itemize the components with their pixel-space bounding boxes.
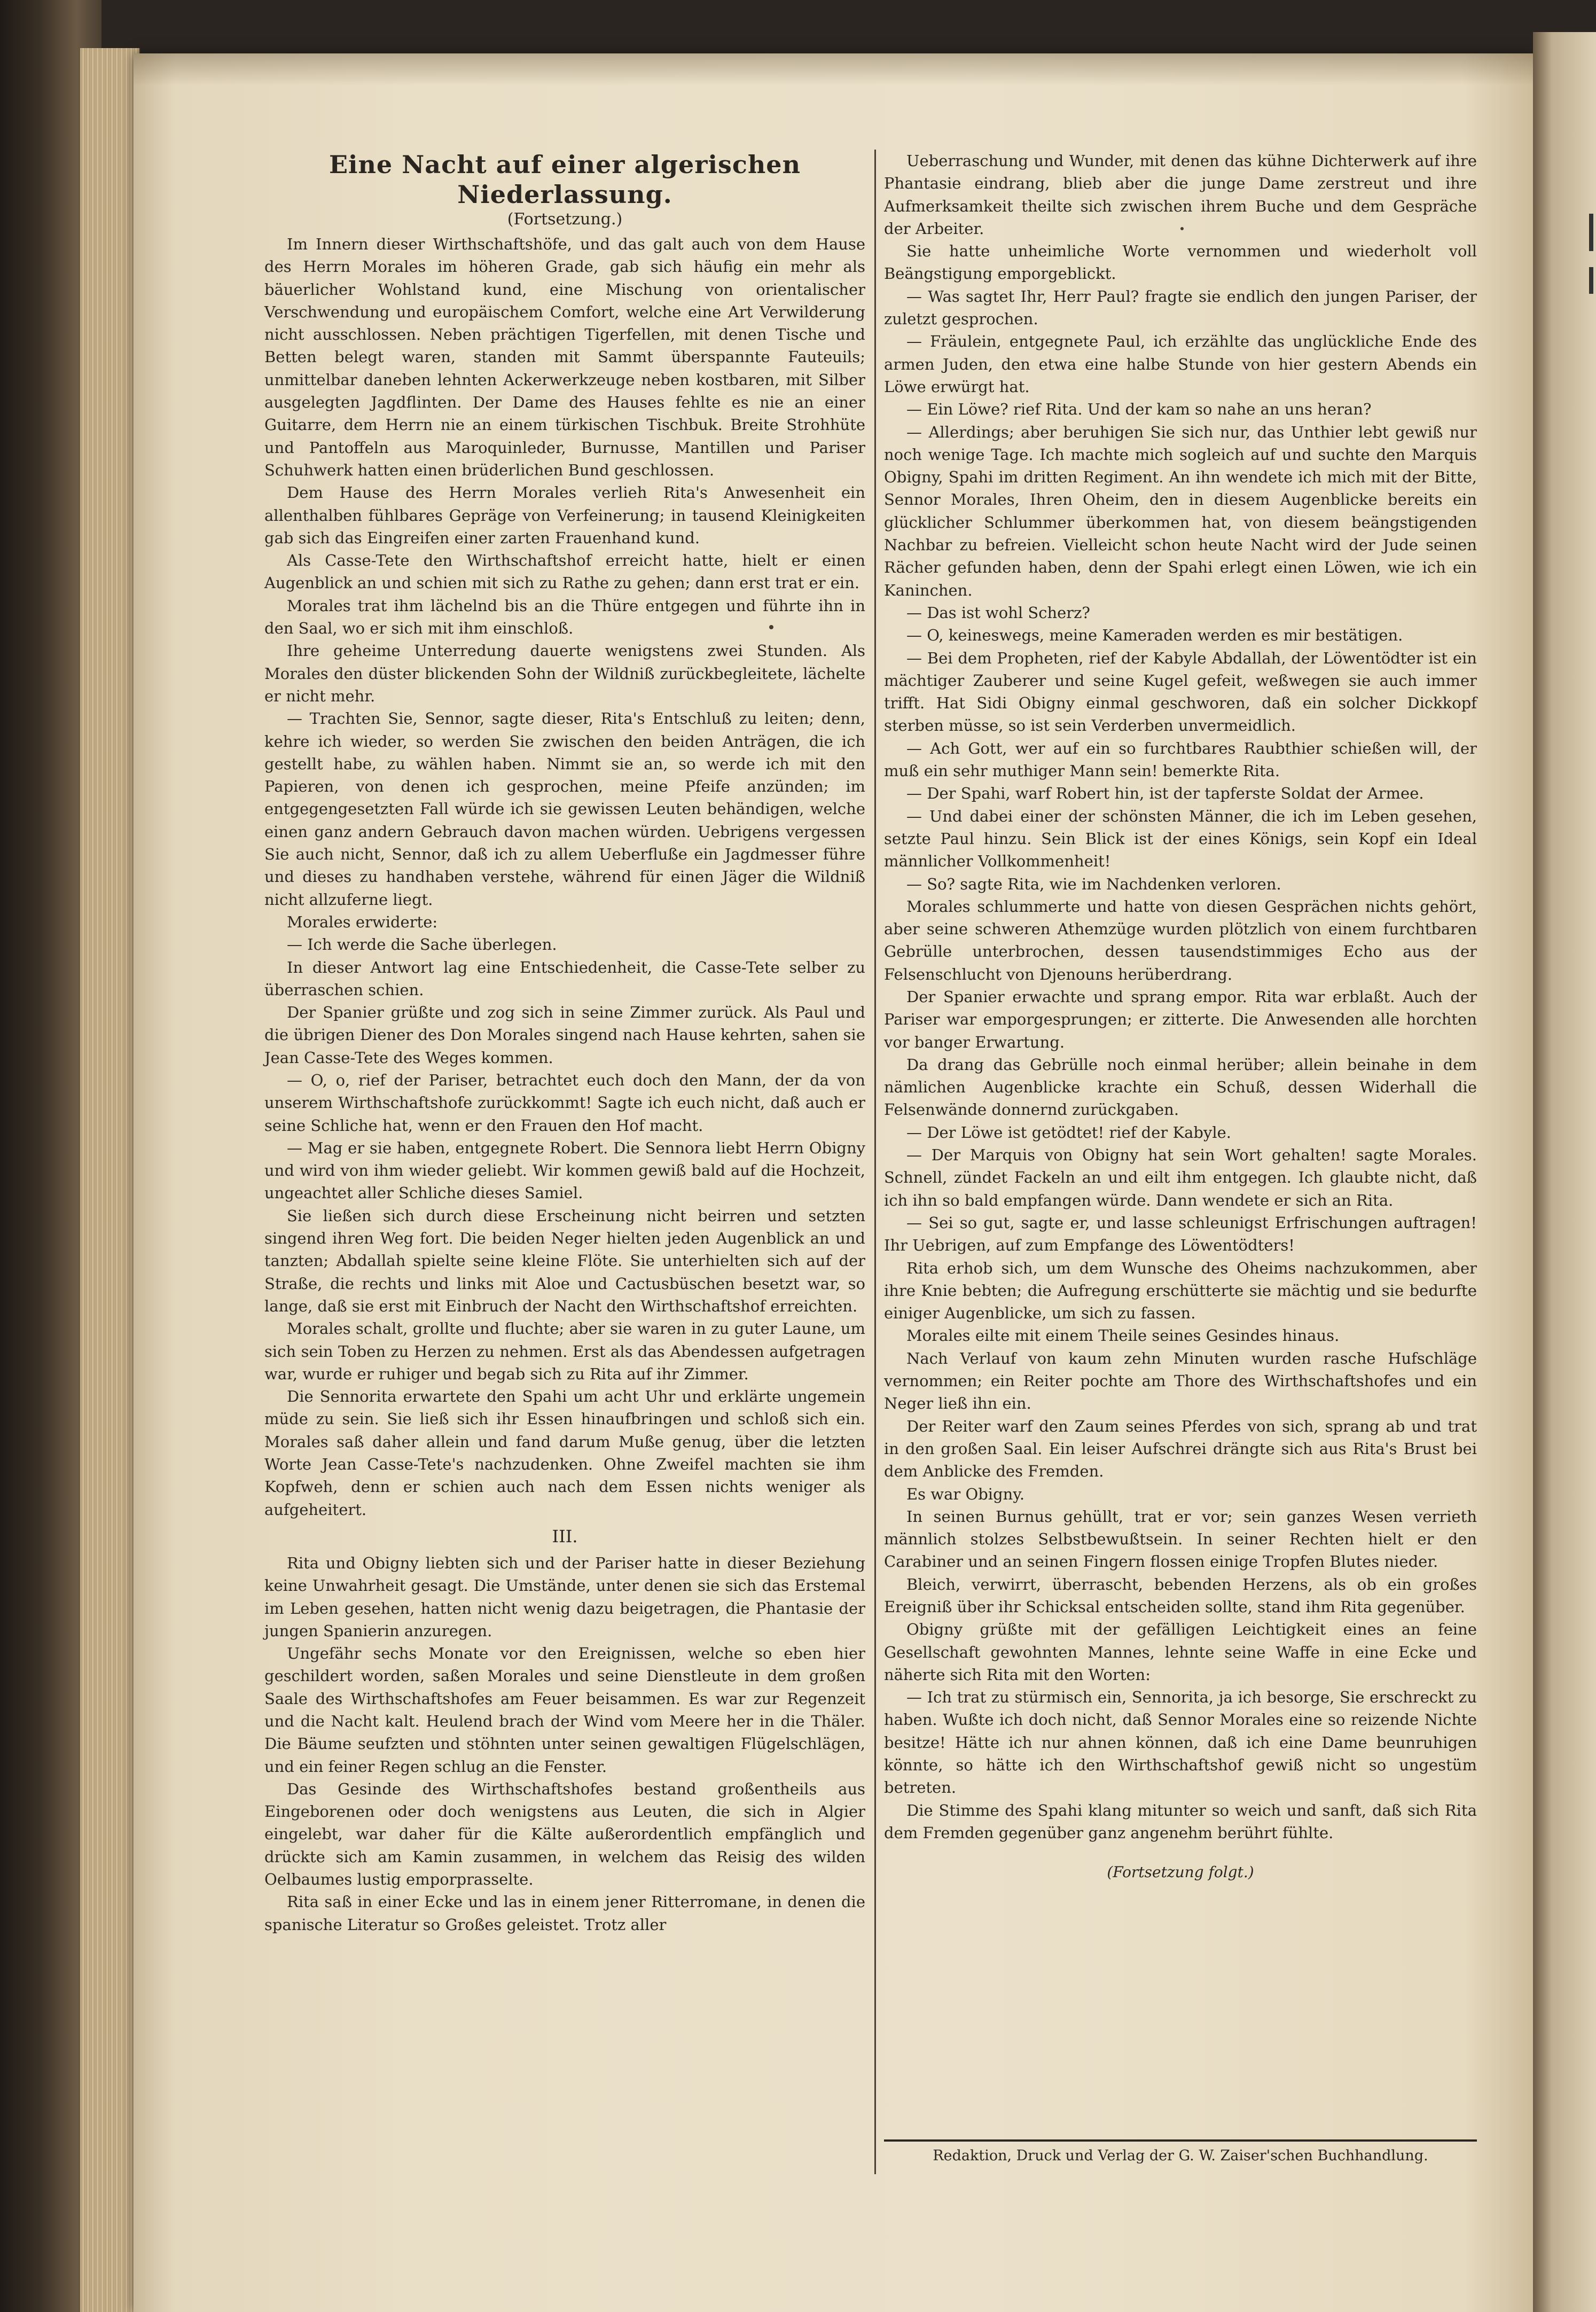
paragraph: In seinen Burnus gehüllt, trat er vor; sein ganzes Wesen verrieth männlich stolzes Selbstbewußtsein. In seiner Rechten hielt er den Carabiner und an seinen Fingern flossen einige Tropfen Blutes nieder. — [884, 1507, 1477, 1571]
page-shadow — [134, 53, 1533, 85]
paragraph: Rita saß in einer Ecke und las in einem jener Ritterromane, in denen die spanische Literatur so Großes geleistet. Trotz aller — [264, 1893, 865, 1934]
paragraph: Der Spanier grüßte und zog sich in seine Zimmer zurück. Als Paul und die übrigen Diener des Don Morales singend nach Hause kehrten, sahen sie Jean Casse-Tete des Weges kommen. — [264, 1003, 865, 1067]
paragraph: Ueberraschung und Wunder, mit denen das kühne Dichterwerk auf ihre Phantasie eindrang, blieb aber die junge Dame zerstreut und ihre Aufmerksamkeit theilte sich zwischen ihrem Buche und dem Gespräche der Arbeiter. — [884, 152, 1477, 238]
ink-speck — [769, 625, 773, 629]
ink-speck — [1180, 227, 1184, 230]
paragraph: — Und dabei einer der schönsten Männer, die ich im Leben gesehen, setzte Paul hinzu. Sein Blick ist der eines Königs, sein Kopf ein Ideal männlicher Vollkommenheit! — [884, 807, 1477, 871]
imprint-rule — [884, 2139, 1477, 2142]
adjacent-page-glyph — [1589, 267, 1593, 294]
left-column — [264, 150, 865, 1936]
paragraph: Da drang das Gebrülle noch einmal herüber; allein beinahe in dem nämlichen Augenblicke krachte ein Schuß, dessen Widerhall die Felsenwände donnernd zurückgaben. — [884, 1055, 1477, 1119]
adjacent-page-glyph — [1589, 214, 1593, 251]
right-column — [884, 150, 1477, 1881]
paragraph: Morales trat ihm lächelnd bis an die Thüre entgegen und führte ihn in den Saal, wo er sich mit ihm einschloß. — [264, 596, 865, 638]
right-column-text — [884, 150, 1477, 1844]
paragraph: — Ich trat zu stürmisch ein, Sennorita, ja ich besorge, Sie erschreckt zu haben. Wußte ich doch nicht, daß Sennor Morales eine so reizende Nichte besitze! Hätte ich nur ahnen können, daß ich eine Dame beunruhigen könnte, so hätte ich den Wirthschaftshof gewiß nicht so ungestüm betreten. — [884, 1688, 1477, 1797]
paragraph: — Ich werde die Sache überlegen. — [287, 935, 557, 954]
left-column-text — [264, 233, 865, 1521]
paragraph: — Ach Gott, wer auf ein so furchtbares Raubthier schießen will, der muß ein sehr muthiger Mann sein! bemerkte Rita. — [884, 739, 1477, 780]
left-column-text-section-3 — [264, 1552, 865, 1936]
paragraph: Das Gesinde des Wirthschaftshofes bestand großentheils aus Eingeborenen oder doch wenigstens aus Leuten, die sich in Algier eingelebt, war daher für die Kälte außerordentlich empfänglich und drückte sich am Kamin zusammen, in welchem das Reisig des wilden Oelbaumes lustig emporprasselte. — [264, 1779, 865, 1889]
paragraph: Sie hatte unheimliche Worte vernommen und wiederholt voll Beängstigung emporgeblickt. — [884, 242, 1477, 283]
paragraph: Dem Hause des Herrn Morales verlieh Rita's Anwesenheit ein allenthalben fühlbares Gepräge von Verfeinerung; in tausend Kleinigkeiten gab sich das Eingreifen einer zarten Frauenhand kund. — [264, 483, 865, 547]
adjacent-page-edge — [1533, 32, 1596, 2312]
page-stack-edges — [80, 48, 140, 2312]
paragraph: — Bei dem Propheten, rief der Kabyle Abdallah, der Löwentödter ist ein mächtiger Zauberer und seine Kugel gefeit, weßwegen sie auch immer trifft. Hat Sidi Obigny einmal geschworen, daß ein solcher Dickkopf sterben müsse, so ist sein Verderben unvermeidlich. — [884, 649, 1477, 735]
article-title: Eine Nacht auf einer algerischen Niederlassung. — [328, 150, 801, 209]
paragraph: Ihre geheime Unterredung dauerte wenigstens zwei Stunden. Als Morales den düster blickenden Sohn der Wildniß zurückbegleitete, lächelte er nicht mehr. — [264, 642, 865, 705]
paragraph: Es war Obigny. — [906, 1485, 1025, 1503]
continuation-footer: (Fortsetzung folgt.) — [1107, 1863, 1254, 1881]
paragraph: Bleich, verwirrt, überrascht, bebenden Herzens, als ob ein großes Ereigniß über ihr Schicksal entscheiden sollte, stand ihm Rita gegenüber. — [884, 1575, 1477, 1616]
paragraph: In dieser Antwort lag eine Entschiedenheit, die Casse-Tete selber zu überraschen schien. — [264, 958, 865, 999]
paragraph: Der Reiter warf den Zaum seines Pferdes von sich, sprang ab und trat in den großen Saal. Ein leiser Aufschrei drängte sich aus Rita's Brust bei dem Anblicke des Fremden. — [884, 1417, 1477, 1481]
paragraph: Der Spanier erwachte und sprang empor. Rita war erblaßt. Auch der Pariser war emporgesprungen; er zitterte. Die Anwesenden alle horchten vor banger Erwartung. — [884, 987, 1477, 1051]
paragraph: Morales schalt, grollte und fluchte; aber sie waren in zu guter Laune, um sich sein Toben zu Herzen zu nehmen. Erst als das Abendessen aufgetragen war, wurde er ruhiger und begab sich zu Rita auf ihr Zimmer. — [264, 1319, 865, 1383]
paragraph: — O, keineswegs, meine Kameraden werden es mir bestätigen. — [906, 626, 1403, 645]
imprint-line: Redaktion, Druck und Verlag der G. W. Zaiser'schen Buchhandlung. — [933, 2147, 1428, 2164]
paragraph: Als Casse-Tete den Wirthschaftshof erreicht hatte, hielt er einen Augenblick an und schien mit sich zu Rathe zu gehen; dann erst trat er ein. — [264, 551, 865, 592]
paragraph: Morales eilte mit einem Theile seines Gesindes hinaus. — [906, 1326, 1340, 1345]
paragraph: Sie ließen sich durch diese Erscheinung nicht beirren und setzten singend ihren Weg fort. Die beiden Neger hielten jeden Augenblick an und tanzten; Abdallah spielte seine kleine Flöte. Sie unterhielten sich auf der Straße, die rechts und links mit Aloe und Cactusbüschen besetzt war, so lange, daß sie erst mit Einbruch der Nacht den Wirthschaftshof erreichten. — [264, 1206, 865, 1315]
paragraph: Obigny grüßte mit der gefälligen Leichtigkeit eines an feine Gesellschaft gewohnten Mannes, lehnte seine Waffe in eine Ecke und näherte sich Rita mit den Worten: — [884, 1620, 1477, 1684]
paragraph: Morales erwiderte: — [287, 912, 438, 931]
paragraph: Die Stimme des Spahi klang mitunter so weich und sanft, daß sich Rita dem Fremden gegenüber ganz angenehm berührt fühlte. — [884, 1801, 1477, 1842]
paragraph: — So? sagte Rita, wie im Nachdenken verloren. — [906, 874, 1281, 893]
paragraph: — Der Marquis von Obigny hat sein Wort gehalten! sagte Morales. Schnell, zündet Fackeln an und eilt ihm entgegen. Ich glaubte nicht, daß ich ihn so bald empfangen würde. Dann wendete er sich an Rita. — [884, 1146, 1477, 1209]
paragraph: Ungefähr sechs Monate vor den Ereignissen, welche so eben hier geschildert worden, saßen Morales und seine Dienstleute in dem großen Saale des Wirthschaftshofes am Feuer beisammen. Es war zur Regenzeit und die Nacht kalt. Heulend brach der Wind vom Meere her in die Thäler. Die Bäume seufzten und stöhnten unter seinen gewaltigen Flügelschlägen, und ein feiner Regen schlug an die Fenster. — [264, 1644, 865, 1776]
continuation-note: (Fortsetzung.) — [507, 210, 623, 229]
paragraph: Morales schlummerte und hatte von diesen Gesprächen nichts gehört, aber seine schweren Athemzüge wurden plötzlich von einem furchtbaren Gebrülle unterbrochen, dessen tausendstimmiges Echo aus der Felsenschlucht von Djenouns herüberdrang. — [884, 897, 1477, 983]
paragraph: — O, o, rief der Pariser, betrachtet euch doch den Mann, der da von unserem Wirthschaftshofe zurückkommt! Sagte ich euch nicht, daß auch er seine Schliche hat, wenn er den Frauen den Hof macht. — [264, 1071, 865, 1135]
paragraph: — Das ist wohl Scherz? — [906, 603, 1090, 622]
section-numeral: III. — [552, 1526, 578, 1546]
column-divider — [874, 150, 876, 2174]
paragraph: — Der Löwe ist getödtet! rief der Kabyle. — [906, 1123, 1232, 1142]
paragraph: Rita und Obigny liebten sich und der Pariser hatte in dieser Beziehung keine Unwahrheit gesagt. Die Umstände, unter denen sie sich das Erstemal im Leben gesehen, hatten nicht wenig dazu beigetragen, die Phantasie der jungen Spanierin anzuregen. — [264, 1553, 865, 1640]
paragraph: — Sei so gut, sagte er, und lasse schleunigst Erfrischungen auftragen! Ihr Uebrigen, auf zum Empfange des Löwentödters! — [884, 1213, 1477, 1255]
paragraph: — Ein Löwe? rief Rita. Und der kam so nahe an uns heran? — [906, 400, 1372, 419]
paragraph: — Allerdings; aber beruhigen Sie sich nur, das Unthier lebt gewiß nur noch wenige Tage. Ich machte mich sogleich auf und suchte den Marquis Obigny, Spahi im dritten Regiment. An ihn wendete ich mich mit der Bitte, Sennor Morales, Ihren Oheim, den in diesem Augenblicke bereits ein glücklicher Schlummer überkommen hat, von diesem beängstigenden Nachbar zu befreien. Vielleicht schon heute Nacht wird der Jude seinen Rächer gefunden haben, denn der Spahi erlegt einen Löwen, wie ich ein Kaninchen. — [884, 423, 1477, 599]
paragraph: — Mag er sie haben, entgegnete Robert. Die Sennora liebt Herrn Obigny und wird von ihm wieder geliebt. Wir kommen gewiß bald auf die Hochzeit, ungeachtet aller Schliche dieses Samiel. — [264, 1138, 865, 1202]
paragraph: — Fräulein, entgegnete Paul, ich erzählte das unglückliche Ende des armen Juden, den etwa eine halbe Stunde von hier gestern Abends ein Löwe erwürgt hat. — [884, 332, 1477, 396]
paragraph: Im Innern dieser Wirthschaftshöfe, und das galt auch von dem Hause des Herrn Morales im höheren Grade, gab sich häufig ein mehr als bäuerlicher Wohlstand kund, eine Mischung von orientalischer Verschwendung und europäischem Comfort, welche eine Art Verwilderung nicht ausschlossen. Neben prächtigen Tigerfellen, mit denen Tische und Betten belegt waren, standen mit Sammt überspannte Fauteuils; unmittelbar daneben lehnten Ackerwerkzeuge neben kostbaren, mit Silber ausgelegten Jagdflinten. Der Dame des Hauses fehlte es nie an einer Guitarre, dem Herrn nie an einem türkischen Tischbuk. Breite Strohhüte und Pantoffeln aus Maroquinleder, Burnusse, Mantillen und Pariser Schuhwerk hatten einen brüderlichen Bund geschlossen. — [264, 235, 865, 479]
paragraph: Nach Verlauf von kaum zehn Minuten wurden rasche Hufschläge vernommen; ein Reiter pochte am Thore des Wirthschaftshofes und ein Neger ließ ihn ein. — [884, 1349, 1477, 1413]
paragraph: Rita erhob sich, um dem Wunsche des Oheims nachzukommen, aber ihre Knie bebten; die Aufregung erschütterte sie mächtig und sie bedurfte einiger Augenblicke, um sich zu fassen. — [884, 1259, 1477, 1323]
paragraph: — Was sagtet Ihr, Herr Paul? fragte sie endlich den jungen Pariser, der zuletzt gesprochen. — [884, 287, 1477, 329]
paragraph: — Der Spahi, warf Robert hin, ist der tapferste Soldat der Armee. — [906, 784, 1424, 803]
paragraph: Die Sennorita erwartete den Spahi um acht Uhr und erklärte ungemein müde zu sein. Sie ließ sich ihr Essen hinaufbringen und schloß sich ein. Morales saß daher allein und fand darum Muße genug, über die letzten Worte Jean Casse-Tete's nachzudenken. Ohne Zweifel machten sie ihm Kopfweh, denn er schien auch nach dem Essen nichts weniger als aufgeheitert. — [264, 1387, 865, 1519]
paragraph: — Trachten Sie, Sennor, sagte dieser, Rita's Entschluß zu leiten; denn, kehre ich wieder, so werden Sie zwischen den beiden Anträgen, die ich gestellt habe, zu wählen haben. Nimmt sie an, so werde ich mit den Papieren, von denen ich gesprochen, meine Pfeife anzünden; im entgegengesetzten Fall würde ich sie gewissen Leuten behändigen, welche einen ganz andern Gebrauch davon machen würden. Uebrigens vergessen Sie auch nicht, Sennor, daß ich zu allem Ueberfluße ein Jagdmesser führe und dieses zu handhaben verstehe, während für einen Jäger die Wildniß nicht allzuferne liegt. — [264, 709, 865, 909]
